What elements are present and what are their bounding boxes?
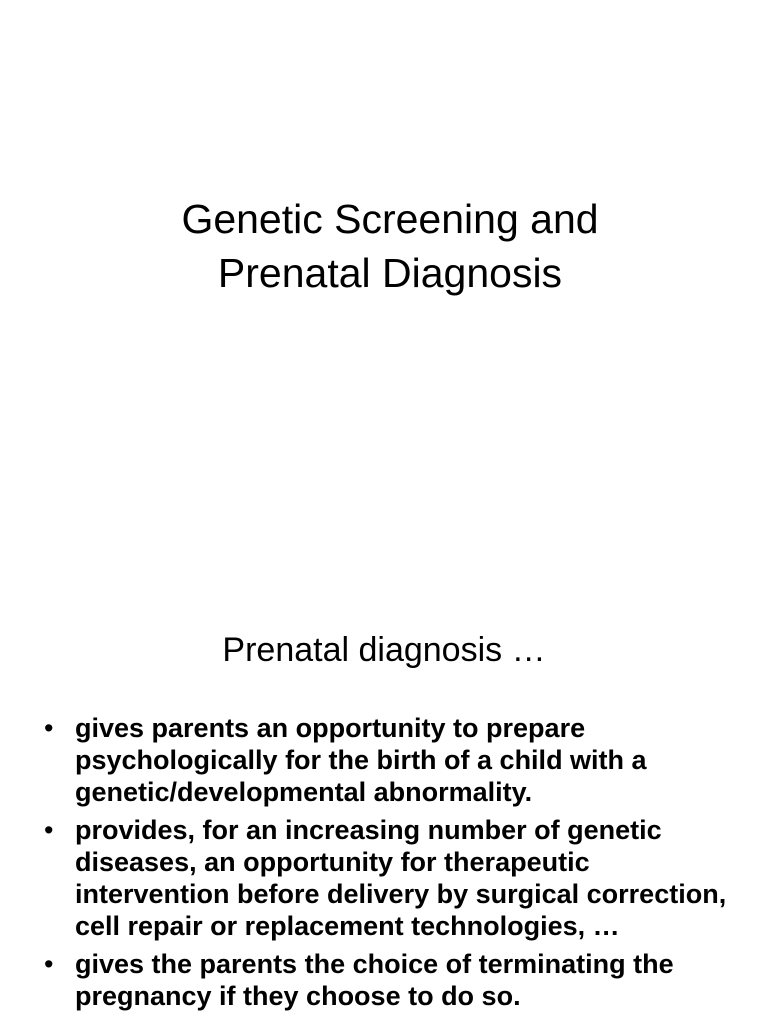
bullet-item <box>44 948 744 1012</box>
bullet-marker: • <box>44 815 54 845</box>
bullet-text: gives parents an opportunity to prepare psychologically for the birth of a child with a genetic/developmental abnormality. <box>75 713 647 807</box>
bullet-item <box>44 814 744 942</box>
slide-title <box>0 192 768 300</box>
bullet-text: gives the parents the choice of terminating the pregnancy if they choose to do so. <box>75 949 674 1011</box>
slide-title-line-2: Prenatal Diagnosis <box>217 250 563 296</box>
bullet-marker: • <box>44 713 54 743</box>
bullet-text: provides, for an increasing number of genetic diseases, an opportunity for therapeutic intervention before delivery by surgical correction, cell repair or replacement technologies, … <box>75 815 727 941</box>
bullet-marker: • <box>44 949 54 979</box>
content-slide <box>0 576 768 1024</box>
bullet-list <box>44 712 744 1018</box>
bullet-item <box>44 712 744 808</box>
slide-title-line-1: Genetic Screening and <box>181 196 599 242</box>
content-slide-title: Prenatal diagnosis … <box>222 631 546 669</box>
